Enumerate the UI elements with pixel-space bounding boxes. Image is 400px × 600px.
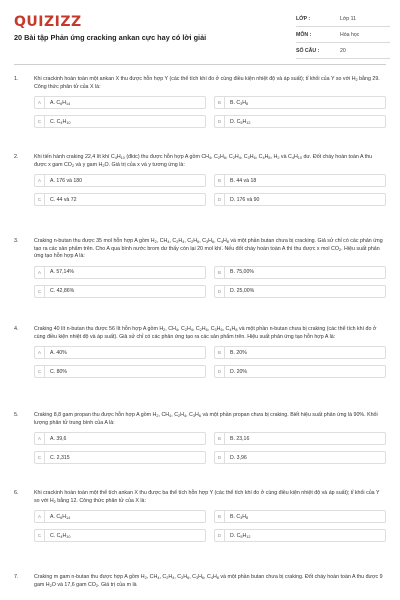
option-letter-box: B	[215, 97, 225, 108]
option-letter-box: B	[215, 511, 225, 522]
question-number: 1.	[14, 76, 19, 82]
option-label: A. 176 và 180	[50, 177, 83, 184]
option-label: B. 20%	[230, 349, 247, 356]
option-letter-box: B	[215, 347, 225, 358]
answer-option[interactable]	[214, 174, 386, 187]
option-label: B. 75,00%	[230, 269, 254, 276]
meta-value: 20	[340, 47, 346, 54]
answer-options	[34, 266, 386, 298]
option-letter-box: C	[35, 366, 45, 377]
question-number: 7.	[14, 574, 19, 580]
answer-option[interactable]	[214, 266, 386, 279]
option-letter-box: C	[35, 194, 45, 205]
question-item	[14, 238, 386, 298]
worksheet-meta	[296, 11, 390, 59]
answer-option[interactable]	[34, 346, 206, 359]
option-label: C. 2,315	[50, 454, 70, 461]
answer-options	[34, 510, 386, 542]
option-label: D. 25,00%	[230, 288, 255, 295]
question-item	[14, 574, 386, 589]
answer-option[interactable]	[34, 365, 206, 378]
meta-value: Lớp 11	[340, 15, 356, 22]
answer-option[interactable]	[214, 510, 386, 523]
option-label: C. 80%	[50, 368, 68, 375]
answer-option[interactable]	[214, 285, 386, 298]
option-letter-box: D	[215, 452, 225, 463]
answer-option[interactable]	[34, 174, 206, 187]
option-letter-box: A	[35, 347, 45, 358]
answer-option[interactable]	[214, 346, 386, 359]
option-letter-box: C	[35, 452, 45, 463]
option-letter-box: D	[215, 286, 225, 297]
option-letter-box: A	[35, 97, 45, 108]
answer-option[interactable]	[34, 193, 206, 206]
option-letter-box: D	[215, 530, 225, 541]
option-label: A. 39,6	[50, 435, 67, 442]
meta-key: SỐ CÂU :	[296, 47, 320, 54]
answer-option[interactable]	[34, 266, 206, 279]
option-label: A. $C_6H_{14}$	[50, 513, 71, 520]
question-text: Craking n-butan thu được 35 mol hỗn hợp A gồm $H_2$, $CH_4$, $C_2H_4$, $C_2H_6$, $C_3H_6$, $C_4H_8$ và một phần butan chưa bị cracking. Giả sử chỉ có các phản ứng tạo ra các sản phẩm trên. Cho A qua bình nước brom dư thấy còn lại 20 mol khí. Nếu đốt cháy hoàn toàn A thì thu được x mol $CO_2$. Hiệu suất phản ứng tạo hỗn hợp A là:	[34, 238, 383, 260]
option-letter-box: A	[35, 433, 45, 444]
option-label: A. 57,14%	[50, 269, 74, 276]
question-text: Khi crackinh hoàn toàn một ankan X thu được hỗn hợp Y (các thể tích khí đo ở cùng điều kiện nhiệt độ và áp suất); tỉ khối của Y so với $H_2$ bằng 29. Công thức phân tử của X là:	[34, 76, 380, 90]
option-letter-box: A	[35, 267, 45, 278]
question-text: Khi crackinh hoàn toàn một thể tích ankan X thu được ba thể tích hỗn hợp Y (các thể tích khí đo ở cùng điều kiện nhiệt độ và áp suất); tỉ khối của Y so với $H_2$ bằng 12. Công thức phân tử của X là:	[34, 490, 380, 504]
answer-option[interactable]	[34, 285, 206, 298]
question-item	[14, 154, 386, 206]
question-item	[14, 490, 386, 542]
question-item	[14, 412, 386, 464]
option-label: D. 20%	[230, 368, 248, 375]
option-label: A. $C_6H_{14}$	[50, 99, 71, 106]
answer-option[interactable]	[34, 451, 206, 464]
meta-key: MÔN :	[296, 31, 312, 38]
answer-option[interactable]	[34, 432, 206, 445]
question-number: 3.	[14, 238, 19, 244]
option-letter-box: B	[215, 267, 225, 278]
answer-option[interactable]	[34, 115, 206, 128]
answer-options	[34, 174, 386, 206]
option-label: B. $C_3H_8$	[230, 513, 249, 520]
worksheet-title: 20 Bài tập Phản ứng cracking ankan cực hay có lời giải	[14, 33, 207, 42]
header-divider	[14, 64, 386, 65]
question-text: Khi tiến hành craking 22,4 lít khí $C_4H_{10}$ (đktc) thu được hỗn hợp A gồm $CH_4$, $C_2H_6$, $C_2H_4$, $C_3H_6$, $C_4H_8$, $H_2$ và $C_4H_{10}$ dư. Đốt cháy hoàn toàn A thu được x gam $CO_2$ và y gam $H_2O$. Giá trị của x và y tương ứng là:	[34, 154, 373, 168]
option-letter-box: C	[35, 116, 45, 127]
answer-option[interactable]	[214, 432, 386, 445]
question-number: 6.	[14, 490, 19, 496]
option-label: D. $C_5H_{12}$	[230, 118, 251, 125]
meta-row-subject	[296, 27, 390, 43]
question-item	[14, 76, 386, 128]
question-number: 2.	[14, 154, 19, 160]
option-label: A. 40%	[50, 349, 67, 356]
answer-option[interactable]	[34, 510, 206, 523]
option-label: D. $C_5H_{12}$	[230, 532, 251, 539]
option-label: B. 23,16	[230, 435, 250, 442]
option-label: D. 176 và 90	[230, 196, 260, 203]
option-letter-box: C	[35, 286, 45, 297]
option-label: B. 44 và 18	[230, 177, 257, 184]
option-letter-box: B	[215, 433, 225, 444]
option-letter-box: D	[215, 116, 225, 127]
option-label: C. $C_4H_{10}$	[50, 118, 71, 125]
option-letter-box: A	[35, 175, 45, 186]
quizizz-logo: QUIZIZZ	[14, 14, 82, 30]
question-number: 5.	[14, 412, 19, 418]
option-label: D. 3,96	[230, 454, 247, 461]
option-label: C. 44 và 72	[50, 196, 77, 203]
answer-options	[34, 346, 386, 378]
question-item	[14, 326, 386, 378]
question-text: Craking m gam n-butan thu được hợp A gồm $H_2$, $CH_4$, $C_2H_4$, $C_2H_6$, $C_3H_6$, $C_4H_8$ và một phần butan chưa bị craking. Đốt cháy hoàn toàn A thu được 9 gam $H_2O$ và 17,6 gam $CO_2$. Giá trị của m là	[34, 574, 383, 588]
option-letter-box: C	[35, 530, 45, 541]
meta-value: Hóa học	[340, 31, 360, 38]
option-letter-box: B	[215, 175, 225, 186]
answer-option[interactable]	[34, 96, 206, 109]
answer-options	[34, 432, 386, 464]
option-label: C. 42,86%	[50, 288, 75, 295]
answer-option[interactable]	[214, 529, 386, 542]
question-text: Craking 40 lít n-butan thu được 56 lít hỗn hợp A gồm $H_2$, $CH_4$, $C_2H_4$, $C_2H_6$, $C_3H_6$, $C_4H_8$ và một phần n-butan chưa bị craking (các thể tích khí đo ở cùng điều kiện nhiệt độ và áp suất). Giả sử chỉ có các phản ứng tạo ra các sản phẩm trên. Hiệu suất phản ứng tạo hỗn hợp A là:	[34, 326, 377, 340]
option-letter-box: D	[215, 366, 225, 377]
answer-option[interactable]	[214, 96, 386, 109]
option-label: C. $C_4H_{10}$	[50, 532, 71, 539]
question-number: 4.	[14, 326, 19, 332]
meta-row-count	[296, 43, 390, 59]
answer-options	[34, 96, 386, 128]
meta-key: LỚP :	[296, 15, 311, 22]
option-letter-box: A	[35, 511, 45, 522]
answer-option[interactable]	[214, 115, 386, 128]
meta-row-class	[296, 11, 390, 27]
option-letter-box: D	[215, 194, 225, 205]
answer-option[interactable]	[214, 193, 386, 206]
option-label: B. $C_3H_8$	[230, 99, 249, 106]
question-text: Craking 8,8 gam propan thu được hỗn hợp A gồm $H_2$, $CH_4$, $C_2H_4$, $C_3H_6$ và một phần propan chưa bị craking. Biết hiệu suất phản ứng là 90%. Khối lượng phân tử trung bình của A là:	[34, 412, 378, 426]
answer-option[interactable]	[214, 451, 386, 464]
answer-option[interactable]	[34, 529, 206, 542]
answer-option[interactable]	[214, 365, 386, 378]
